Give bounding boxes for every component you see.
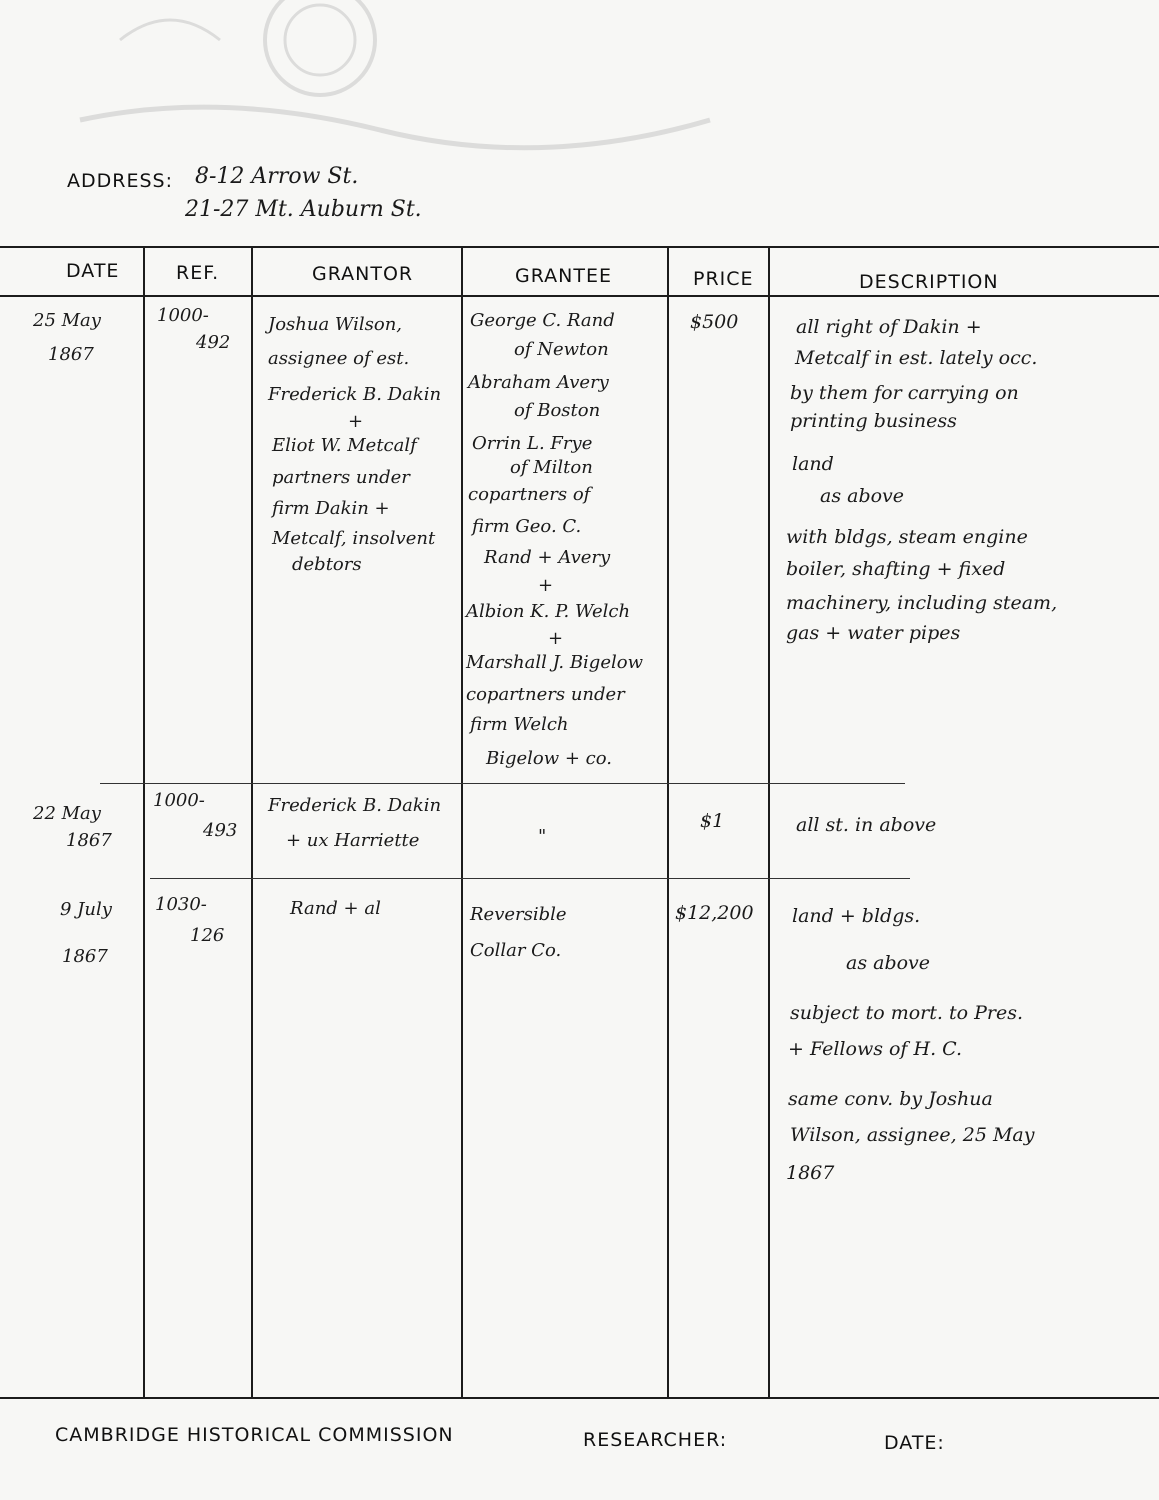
entry-grantor-line: Metcalf, insolvent xyxy=(272,528,436,549)
entry-grantee-line: firm Geo. C. xyxy=(472,516,582,537)
entry-grantee-line: Collar Co. xyxy=(470,940,562,961)
entry-description-line: with bldgs, steam engine xyxy=(786,526,1028,548)
entry-description-line: + Fellows of H. C. xyxy=(788,1038,963,1060)
entry-description-line: all right of Dakin + xyxy=(796,316,982,338)
header-top-rule xyxy=(0,246,1159,248)
entry-grantor-line: debtors xyxy=(292,554,362,575)
column-header-ref: REF. xyxy=(176,262,220,284)
entry-grantee-line: George C. Rand xyxy=(470,310,615,331)
entry-date-day: 9 July xyxy=(60,899,112,920)
entry-grantor-line: Joshua Wilson, xyxy=(268,314,403,335)
entry-description-line: 1867 xyxy=(786,1162,835,1184)
entry-grantor-line: Frederick B. Dakin xyxy=(268,384,442,405)
entry-grantee-line: Abraham Avery xyxy=(468,372,609,393)
entry-description-line: Wilson, assignee, 25 May xyxy=(790,1124,1035,1146)
entry-ref-book: 1000- xyxy=(157,305,209,326)
entry-grantee-line: of Boston xyxy=(514,400,601,421)
entry-grantee-line: + xyxy=(538,575,554,596)
entry-price: $1 xyxy=(700,810,725,832)
header-bottom-rule xyxy=(0,295,1159,297)
entry-ref-page: 493 xyxy=(203,820,238,841)
entry-date-year: 1867 xyxy=(48,344,94,365)
entry-grantee-line: of Milton xyxy=(510,457,593,478)
entry-grantor-line: Frederick B. Dakin xyxy=(268,795,442,816)
entry-ref-page: 492 xyxy=(196,332,231,353)
entry-description-line: gas + water pipes xyxy=(786,622,961,644)
footer-researcher-label: RESEARCHER: xyxy=(583,1429,728,1451)
entry-description-line: as above xyxy=(820,485,905,507)
entry-date-year: 1867 xyxy=(62,946,108,967)
entry-grantor-line: Rand + al xyxy=(290,898,381,919)
entry-date-day: 22 May xyxy=(33,803,101,824)
column-divider-2 xyxy=(251,247,253,1397)
entry-grantee-line: copartners of xyxy=(468,484,591,505)
entry-description-line: as above xyxy=(846,952,931,974)
column-divider-1 xyxy=(143,247,145,1397)
column-divider-5 xyxy=(768,247,770,1397)
column-header-description: DESCRIPTION xyxy=(859,271,999,293)
row-separator-1 xyxy=(100,783,905,784)
entry-grantee-line: Orrin L. Frye xyxy=(472,433,593,454)
entry-grantor-line: partners under xyxy=(272,467,410,488)
entry-description-line: all st. in above xyxy=(796,814,937,836)
entry-grantee-line: copartners under xyxy=(466,684,625,705)
row-separator-2 xyxy=(150,878,910,879)
entry-description-line: printing business xyxy=(790,410,957,432)
entry-grantee-line: Albion K. P. Welch xyxy=(466,601,631,622)
column-header-grantor: GRANTOR xyxy=(312,263,414,285)
entry-grantee-line: Marshall J. Bigelow xyxy=(466,652,643,673)
column-divider-3 xyxy=(461,247,463,1397)
address-label: ADDRESS: xyxy=(67,170,173,192)
entry-price: $500 xyxy=(690,311,739,333)
entry-description-line: boiler, shafting + fixed xyxy=(786,558,1006,580)
entry-grantor-line: + ux Harriette xyxy=(286,830,420,851)
entry-grantor-line: firm Dakin + xyxy=(272,498,390,519)
entry-grantee-line: " xyxy=(538,826,547,847)
column-header-grantee: GRANTEE xyxy=(515,265,612,287)
footer-date-label: DATE: xyxy=(884,1432,945,1454)
entry-grantee-line: of Newton xyxy=(514,339,609,360)
entry-grantor-line: Eliot W. Metcalf xyxy=(272,435,417,456)
footer-organization: CAMBRIDGE HISTORICAL COMMISSION xyxy=(55,1424,454,1446)
entry-grantor-line: + xyxy=(348,411,364,432)
address-line-2: 21-27 Mt. Auburn St. xyxy=(185,197,422,222)
entry-grantee-line: Rand + Avery xyxy=(484,547,611,568)
entry-ref-book: 1000- xyxy=(153,790,205,811)
entry-date-day: 25 May xyxy=(33,310,101,331)
entry-description-line: same conv. by Joshua xyxy=(788,1088,993,1110)
entry-date-year: 1867 xyxy=(66,830,112,851)
entry-description-line: Metcalf in est. lately occ. xyxy=(795,347,1038,369)
entry-description-line: land xyxy=(792,453,834,475)
entry-description-line: machinery, including steam, xyxy=(786,592,1058,614)
column-header-price: PRICE xyxy=(693,268,754,290)
entry-ref-page: 126 xyxy=(190,925,225,946)
entry-price: $12,200 xyxy=(675,902,754,924)
footer-rule xyxy=(0,1397,1159,1399)
watermark-seal xyxy=(20,0,720,170)
address-line-1: 8-12 Arrow St. xyxy=(195,164,359,189)
column-header-date: DATE xyxy=(66,260,120,282)
entry-description-line: subject to mort. to Pres. xyxy=(790,1002,1023,1024)
entry-grantor-line: assignee of est. xyxy=(268,348,410,369)
entry-ref-book: 1030- xyxy=(155,894,207,915)
entry-description-line: by them for carrying on xyxy=(790,382,1019,404)
entry-grantee-line: + xyxy=(548,628,564,649)
entry-grantee-line: firm Welch xyxy=(470,714,569,735)
entry-description-line: land + bldgs. xyxy=(792,905,921,927)
column-divider-4 xyxy=(667,247,669,1397)
entry-grantee-line: Reversible xyxy=(470,904,567,925)
entry-grantee-line: Bigelow + co. xyxy=(486,748,613,769)
